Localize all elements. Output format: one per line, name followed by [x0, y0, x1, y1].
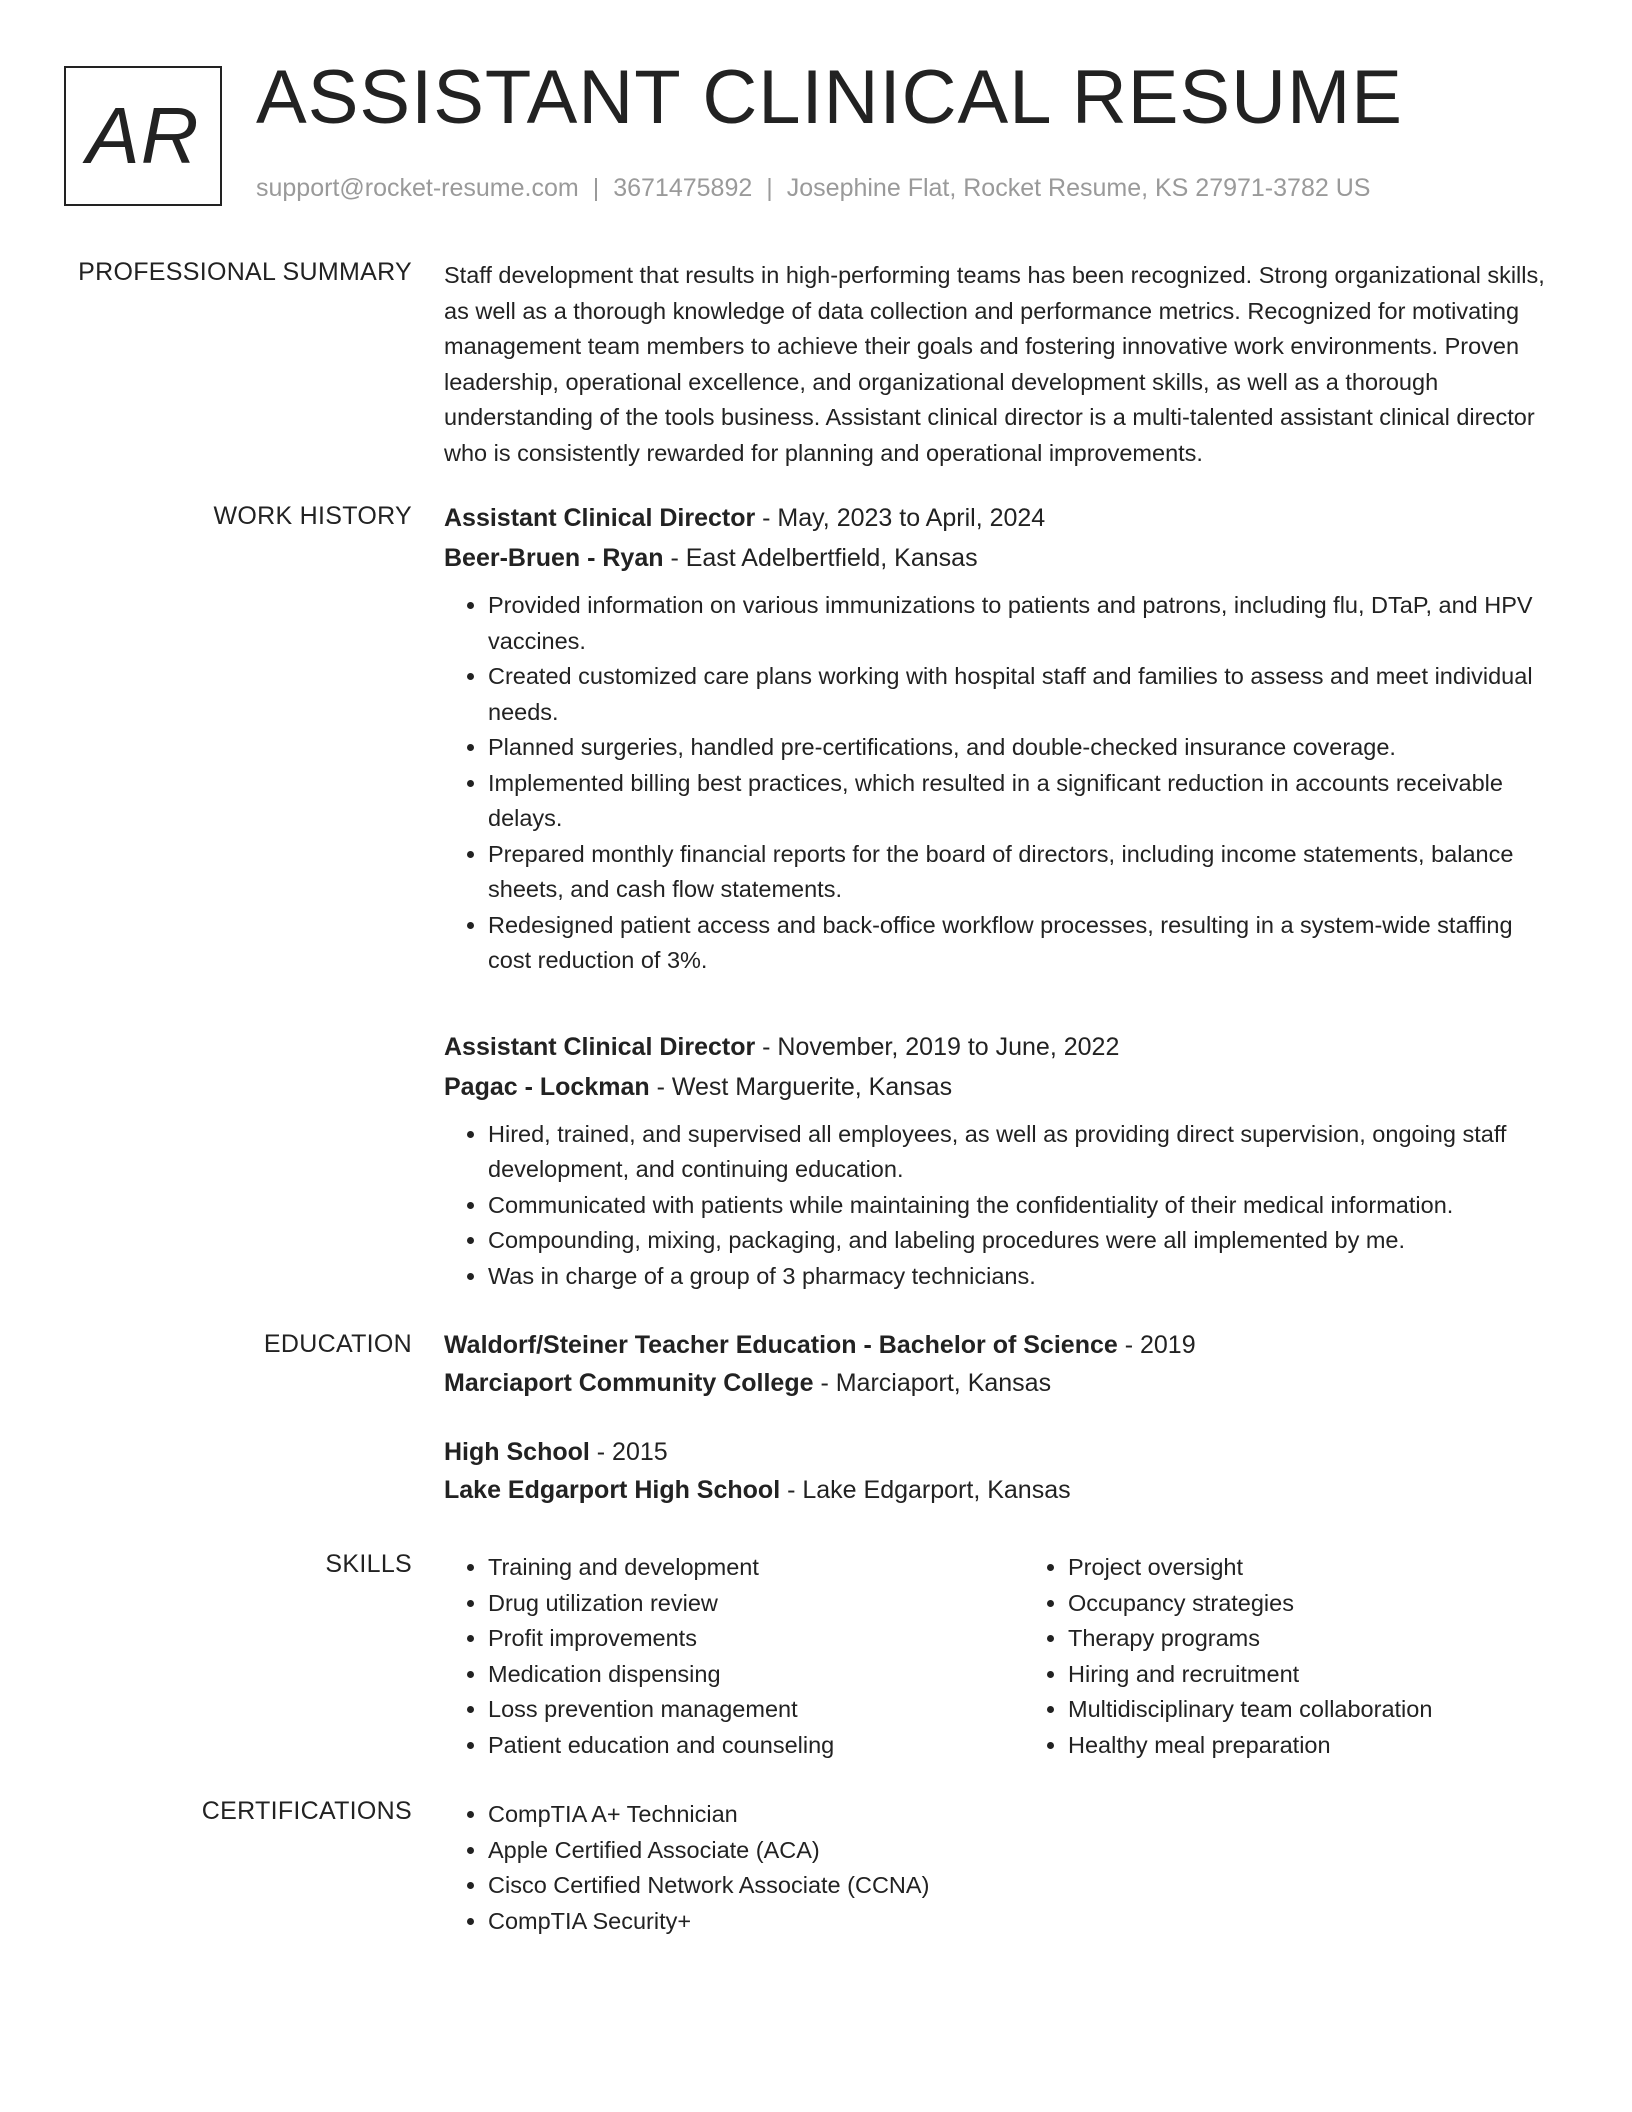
education-entry	[444, 1433, 1560, 1509]
list-item: • Multidisciplinary team collaboration	[1068, 1692, 1560, 1728]
monogram-box	[64, 66, 222, 206]
list-item: • Hiring and recruitment	[1068, 1657, 1560, 1693]
contact-phone: 3671475892	[613, 174, 753, 202]
education-location: - Marciaport, Kansas	[813, 1369, 1052, 1397]
list-item: • Training and development	[488, 1550, 980, 1586]
list-item: • Hired, trained, and supervised all employees, as well as providing direct supervision, ongoing staff development, and continuing education.	[488, 1117, 1560, 1188]
education-heading: EDUCATION	[263, 1330, 412, 1358]
certifications-list	[444, 1797, 1560, 1939]
job-company: Beer-Bruen - Ryan	[444, 544, 664, 572]
education-school: Lake Edgarport High School	[444, 1476, 781, 1504]
list-item: • CompTIA Security+	[488, 1904, 1560, 1940]
list-item: • Project oversight	[1068, 1550, 1560, 1586]
job-entry	[444, 498, 1560, 979]
monogram-initials: AR	[86, 91, 200, 180]
list-item: • Occupancy strategies	[1068, 1586, 1560, 1622]
list-item: • Apple Certified Associate (ACA)	[488, 1833, 1560, 1869]
contact-separator: |	[592, 174, 600, 202]
list-item: • Patient education and counseling	[488, 1728, 980, 1764]
list-item: • Planned surgeries, handled pre-certifications, and double-checked insurance coverage.	[488, 730, 1560, 766]
list-item: • Redesigned patient access and back-office workflow processes, resulting in a system-wide staffing cost reduction of 3%.	[488, 908, 1560, 979]
education-year: - 2019	[1117, 1331, 1196, 1359]
contact-address: Josephine Flat, Rocket Resume, KS 27971-3782 US	[786, 174, 1371, 202]
contact-separator: |	[766, 174, 773, 202]
list-item: • Loss prevention management	[488, 1692, 980, 1728]
list-item: • Was in charge of a group of 3 pharmacy technicians.	[488, 1259, 1560, 1295]
list-item: • Cisco Certified Network Associate (CCNA)	[488, 1868, 1560, 1904]
list-item: • Created customized care plans working with hospital staff and families to assess and meet individual needs.	[488, 659, 1560, 730]
list-item: • Profit improvements	[488, 1621, 980, 1657]
job-title: Assistant Clinical Director	[444, 504, 756, 532]
list-item: • Communicated with patients while maintaining the confidentiality of their medical information.	[488, 1188, 1560, 1224]
list-item: • Medication dispensing	[488, 1657, 980, 1693]
list-item: • Implemented billing best practices, which resulted in a significant reduction in accounts receivable delays.	[488, 766, 1560, 837]
job-location: - West Marguerite, Kansas	[649, 1072, 953, 1101]
work-history-heading: WORK HISTORY	[213, 502, 412, 530]
education-degree: Waldorf/Steiner Teacher Education - Bachelor of Science	[444, 1331, 1118, 1359]
job-duties-list	[444, 1117, 1560, 1295]
job-duties-list	[444, 588, 1560, 979]
education-entry	[444, 1326, 1560, 1402]
contact-email: support@rocket-resume.com	[256, 174, 579, 202]
resume-title: ASSISTANT CLINICAL RESUME	[256, 55, 1403, 140]
list-item: • Healthy meal preparation	[1068, 1728, 1560, 1764]
skills-list-left	[444, 1550, 980, 1763]
job-entry	[444, 1027, 1560, 1295]
summary-text: Staff development that results in high-performing teams has been recognized. Strong organizational skills, as well as a thorough knowledge of data collection and performance metrics. Recognized for motivating management team members to achieve their goals and fostering innovative work environments. Proven leadership, operational excellence, and organizational development skills, as well as a thorough understanding of the tools business. Assistant clinical director is a multi-talented assistant clinical director who is consistently rewarded for planning and operational improvements.	[444, 262, 1545, 466]
education-degree: High School	[444, 1438, 590, 1466]
list-item: • Drug utilization review	[488, 1586, 980, 1622]
job-dates: - November, 2019 to June, 2022	[755, 1032, 1120, 1061]
job-dates: - May, 2023 to April, 2024	[755, 504, 1046, 532]
education-school: Marciaport Community College	[444, 1369, 814, 1397]
list-item: • Prepared monthly financial reports for the board of directors, including income statements, balance sheets, and cash flow statements.	[488, 837, 1560, 908]
skills-heading: SKILLS	[325, 1550, 412, 1578]
certifications-heading: CERTIFICATIONS	[201, 1797, 412, 1825]
skills-list-right	[1024, 1550, 1560, 1763]
summary-heading: PROFESSIONAL SUMMARY	[78, 258, 412, 286]
job-title: Assistant Clinical Director	[444, 1032, 756, 1061]
list-item: • Therapy programs	[1068, 1621, 1560, 1657]
list-item: • Compounding, mixing, packaging, and labeling procedures were all implemented by me.	[488, 1223, 1560, 1259]
contact-line	[256, 174, 1370, 203]
list-item: • CompTIA A+ Technician	[488, 1797, 1560, 1833]
education-year: - 2015	[589, 1438, 668, 1466]
list-item: • Provided information on various immunizations to patients and patrons, including flu, DTaP, and HPV vaccines.	[488, 588, 1560, 659]
job-company: Pagac - Lockman	[444, 1072, 650, 1101]
education-location: - Lake Edgarport, Kansas	[780, 1476, 1071, 1504]
job-location: - East Adelbertfield, Kansas	[663, 544, 978, 572]
